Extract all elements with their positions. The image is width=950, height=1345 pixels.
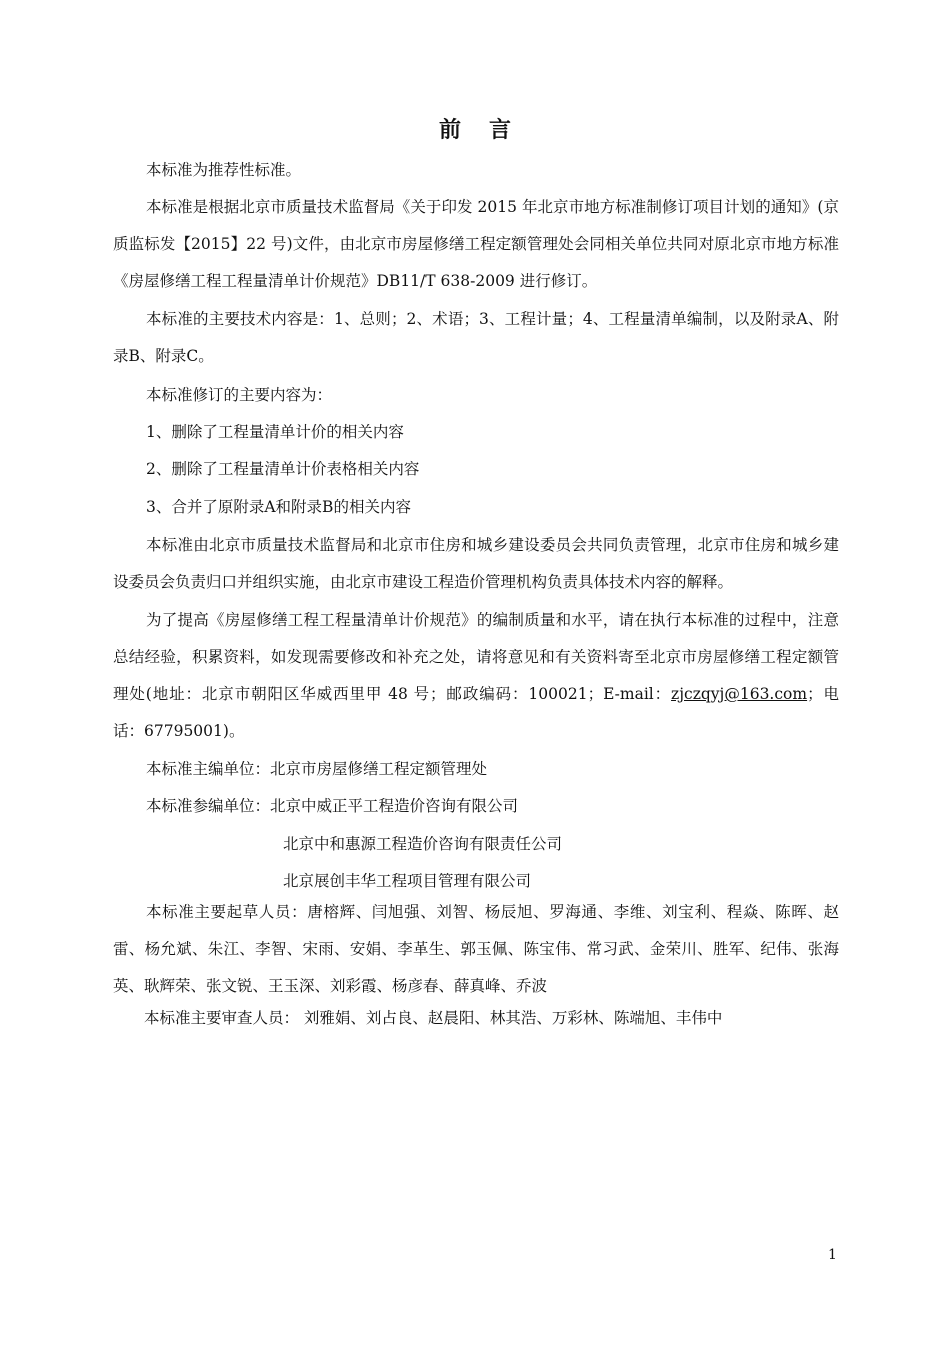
chief-editor-unit: 本标准主编单位：北京市房屋修缮工程定额管理处 (146, 760, 488, 778)
paragraph-standard-type: 本标准为推荐性标准。 (146, 161, 302, 179)
page-number: 1 (828, 1247, 837, 1263)
revision-item-3: 3、合并了原附录A和附录B的相关内容 (146, 498, 411, 516)
email-link[interactable]: zjczqyj@163.com (671, 685, 808, 703)
reviewers-list: 本标准主要审查人员： 刘雅娟、刘占良、赵晨阳、林其浩、万彩林、陈端旭、丰伟中 (144, 1009, 723, 1027)
drafters-list: 本标准主要起草人员：唐榕辉、闫旭强、刘智、杨辰旭、罗海通、李维、刘宝利、程焱、陈晖、赵雷、杨允斌、朱江、李智、宋雨、安娟、李革生、郭玉佩、陈宝伟、常习武、金荣川、胜军、纪伟、张海英、耿辉荣、张文锐、王玉深、刘彩霞、杨彦春、薛真峰、乔波 (113, 903, 839, 995)
revision-item-1: 1、删除了工程量清单计价的相关内容 (146, 423, 404, 441)
paragraph-management: 本标准由北京市质量技术监督局和北京市住房和城乡建设委员会共同负责管理，北京市住房和城乡建设委员会负责归口并组织实施，由北京市建设工程造价管理机构负责具体技术内容的解释。 (113, 536, 839, 591)
feedback-text: 为了提高《房屋修缮工程工程量清单计价规范》的编制质量和水平，请在执行本标准的过程中，注意总结经验，积累资料，如发现需要修改和补充之处，请将意见和有关资料寄至北京市房屋修缮工程定额管理处(地址：北京市朝阳区华威西里甲 48 号；邮政编码：100021；E-mail： (113, 611, 839, 703)
co-editor-unit-3: 北京展创丰华工程项目管理有限公司 (283, 872, 532, 890)
paragraph-feedback (113, 602, 839, 750)
paragraph-technical-content: 本标准的主要技术内容是：1、总则；2、术语；3、工程计量；4、工程量清单编制，以及附录A、附录B、附录C。 (113, 310, 839, 365)
co-editor-unit-2: 北京中和惠源工程造价咨询有限责任公司 (283, 835, 563, 853)
paragraph-revision-content-heading: 本标准修订的主要内容为： (146, 386, 333, 404)
feedback-tail: ；电话：67795001)。 (113, 685, 839, 740)
revision-item-2: 2、删除了工程量清单计价表格相关内容 (146, 460, 420, 478)
page-title: 前言 (438, 117, 539, 143)
co-editor-units: 本标准参编单位：北京中威正平工程造价咨询有限公司 (146, 797, 519, 815)
paragraph-revision-basis: 本标准是根据北京市质量技术监督局《关于印发 2015 年北京市地方标准制修订项目计划的通知》(京质监标发【2015】22 号)文件，由北京市房屋修缮工程定额管理处会同相关单位共同对原北京市地方标准《房屋修缮工程工程量清单计价规范》DB11/T 638-2009 进行修订。 (113, 198, 839, 290)
